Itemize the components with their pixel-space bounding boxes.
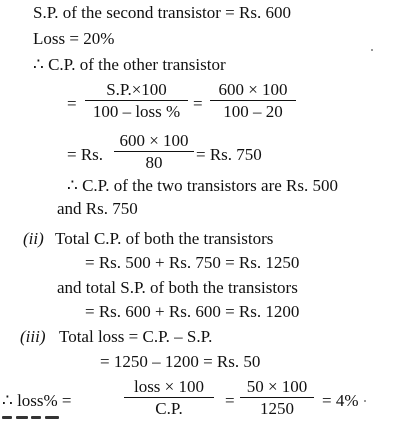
equals-sign: =: [193, 94, 203, 113]
fraction-numerator: loss × 100: [124, 378, 214, 398]
equals-sign: =: [67, 94, 77, 113]
scan-speck: [364, 400, 366, 402]
part-iii-label: (iii): [20, 327, 46, 346]
scan-speck: [371, 49, 373, 51]
line-equals-4-percent: = 4%: [322, 391, 359, 410]
line-total-sp-value: = Rs. 600 + Rs. 600 = Rs. 1200: [85, 302, 300, 321]
fraction-50x100-over-1250: [240, 378, 314, 418]
fraction-denominator: 1250: [260, 399, 294, 418]
fraction-numerator: 600 × 100: [210, 81, 296, 101]
fraction-denominator: C.P.: [155, 399, 183, 418]
line-cp-two-transistors: ∴ C.P. of the two transistors are Rs. 500: [67, 176, 338, 195]
line-and-rs-750: and Rs. 750: [57, 199, 138, 218]
fraction-numerator: S.P.×100: [85, 81, 188, 101]
line-total-sp-label: and total S.P. of both the transistors: [57, 278, 298, 297]
part-ii-label: (ii): [23, 229, 44, 248]
fraction-600x100-over-100-20: [210, 81, 296, 121]
line-equals-rs-750: = Rs. 750: [196, 145, 262, 164]
line-loss-percent: ∴ loss% =: [2, 391, 72, 410]
fraction-sp-over-loss: [85, 81, 188, 121]
line-loss-value: = 1250 – 1200 = Rs. 50: [100, 352, 261, 371]
fraction-numerator: 600 × 100: [114, 132, 194, 152]
line-total-loss: Total loss = C.P. – S.P.: [59, 327, 213, 346]
line-sp-second: S.P. of the second transistor = Rs. 600: [33, 3, 291, 22]
equals-sign: =: [225, 391, 235, 410]
line-cp-other: ∴ C.P. of the other transistor: [33, 55, 226, 74]
fraction-600x100-over-80: [114, 132, 194, 172]
fraction-denominator: 80: [145, 153, 163, 172]
line-loss: Loss = 20%: [33, 29, 115, 48]
fraction-loss-over-cp: [124, 378, 214, 418]
line-total-cp-label: Total C.P. of both the transistors: [55, 229, 274, 248]
cropped-next-line: [0, 416, 70, 425]
fraction-denominator: 100 – loss %: [92, 102, 181, 121]
fraction-numerator: 50 × 100: [240, 378, 314, 398]
line-rs-equals: = Rs.: [67, 145, 104, 164]
fraction-denominator: 100 – 20: [223, 102, 283, 121]
line-total-cp-value: = Rs. 500 + Rs. 750 = Rs. 1250: [85, 253, 300, 272]
